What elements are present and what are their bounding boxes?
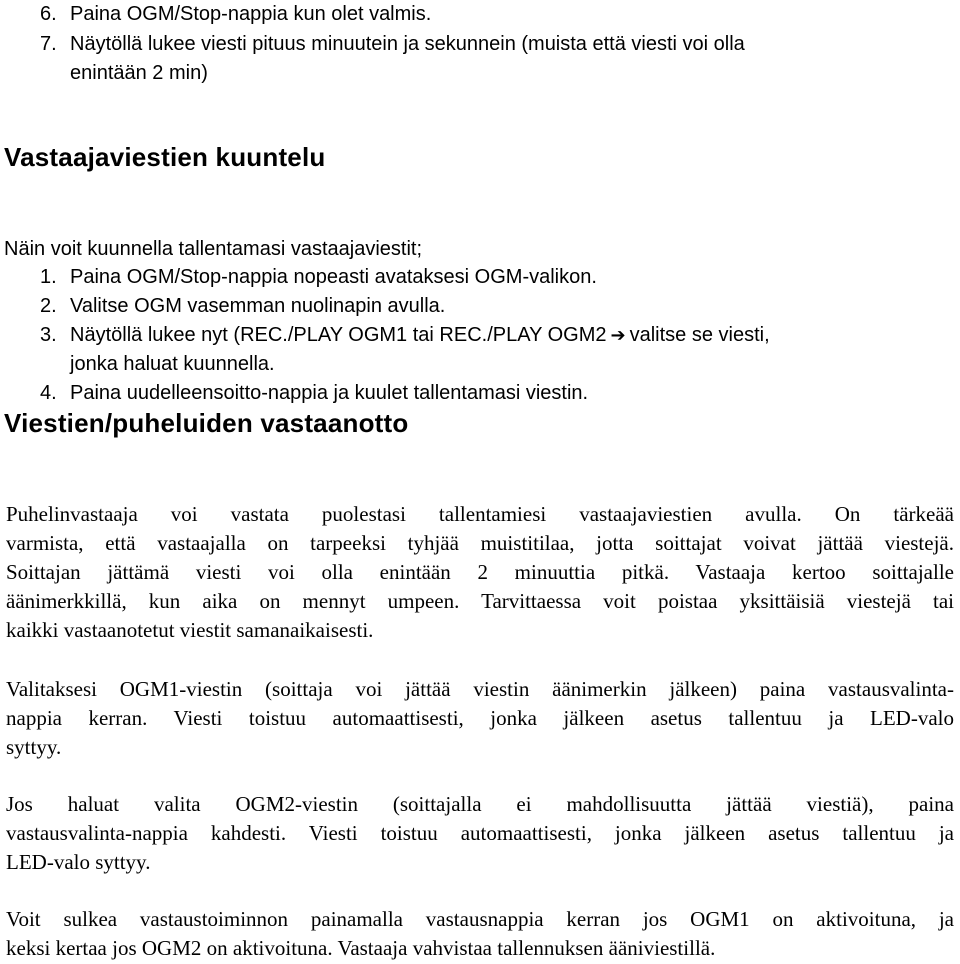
paragraph-1 xyxy=(6,500,954,645)
paragraph-line: Jos haluat valita OGM2-viestin (soittajalla ei mahdollisuutta jättää viestiä), paina xyxy=(6,792,954,816)
list-item-7-continuation: enintään 2 min) xyxy=(70,62,208,84)
section-heading-listening: Vastaajaviestien kuuntelu xyxy=(4,142,326,172)
list-item-text: Näytöllä lukee viesti pituus minuutein ja sekunnein (muista että viesti voi olla xyxy=(70,33,745,55)
section-intro: Näin voit kuunnella tallentamasi vastaajaviestit; xyxy=(4,238,422,260)
paragraph-line: LED-valo syttyy. xyxy=(6,850,151,874)
list-item-text-after-arrow: valitse se viesti, xyxy=(629,324,770,346)
list-item-7 xyxy=(40,32,745,56)
paragraph-line: vastausvalinta-nappia kahdesti. Viesti toistuu automaattisesti, jonka jälkeen asetus tallentuu ja xyxy=(6,821,954,845)
paragraph-line: nappia kerran. Viesti toistuu automaattisesti, jonka jälkeen asetus tallentuu ja LED-valo xyxy=(6,706,954,730)
paragraph-line: keksi kertaa jos OGM2 on aktivoituna. Vastaaja vahvistaa tallennuksen ääniviestillä. xyxy=(6,936,716,960)
list-item-3 xyxy=(40,323,770,348)
list-item-2 xyxy=(40,294,445,318)
list-number: 2. xyxy=(40,295,57,317)
list-item-3-continuation: jonka haluat kuunnella. xyxy=(70,353,275,375)
paragraph-4 xyxy=(6,905,954,963)
list-item-4 xyxy=(40,381,588,405)
paragraph-line: Voit sulkea vastaustoiminnon painamalla vastausnappia kerran jos OGM1 on aktivoituna, ja xyxy=(6,907,954,931)
paragraph-line: Puhelinvastaaja voi vastata puolestasi tallentamiesi vastaajaviestien avulla. On tärkeää xyxy=(6,502,954,526)
paragraph-line: syttyy. xyxy=(6,735,62,759)
paragraph-2 xyxy=(6,675,954,762)
list-item-6 xyxy=(40,2,431,26)
paragraph-line: kaikki vastaanotetut viestit samanaikaisesti. xyxy=(6,618,374,642)
paragraph-line: Soittajan jättämä viesti voi olla enintään 2 minuuttia pitkä. Vastaaja kertoo soittajalle xyxy=(6,560,954,584)
paragraph-line: Valitaksesi OGM1-viestin (soittaja voi jättää viestin äänimerkin jälkeen) paina vastausvalinta- xyxy=(6,677,954,701)
paragraph-line: äänimerkkillä, kun aika on mennyt umpeen. Tarvittaessa voit poistaa yksittäisiä viestejä tai xyxy=(6,589,954,613)
list-number: 6. xyxy=(40,3,57,25)
paragraph-3 xyxy=(6,790,954,877)
list-item-text: Näytöllä lukee nyt (REC./PLAY OGM1 tai REC./PLAY OGM2 xyxy=(70,324,607,346)
list-item-text: Paina OGM/Stop-nappia kun olet valmis. xyxy=(70,3,432,25)
list-number: 4. xyxy=(40,382,57,404)
list-item-1 xyxy=(40,265,597,289)
paragraph-line: varmista, että vastaajalla on tarpeeksi tyhjää muistitilaa, jotta soittajat voivat jättää viestejä. xyxy=(6,531,954,555)
list-number: 3. xyxy=(40,324,57,346)
section-heading-receiving: Viestien/puheluiden vastaanotto xyxy=(4,408,409,438)
right-arrow-icon: ➔ xyxy=(610,325,626,346)
list-number: 1. xyxy=(40,266,57,288)
list-item-text: Paina OGM/Stop-nappia nopeasti avataksesi OGM-valikon. xyxy=(70,266,597,288)
list-item-text: Valitse OGM vasemman nuolinapin avulla. xyxy=(70,295,446,317)
list-number: 7. xyxy=(40,33,57,55)
list-item-text: Paina uudelleensoitto-nappia ja kuulet tallentamasi viestin. xyxy=(70,382,589,404)
